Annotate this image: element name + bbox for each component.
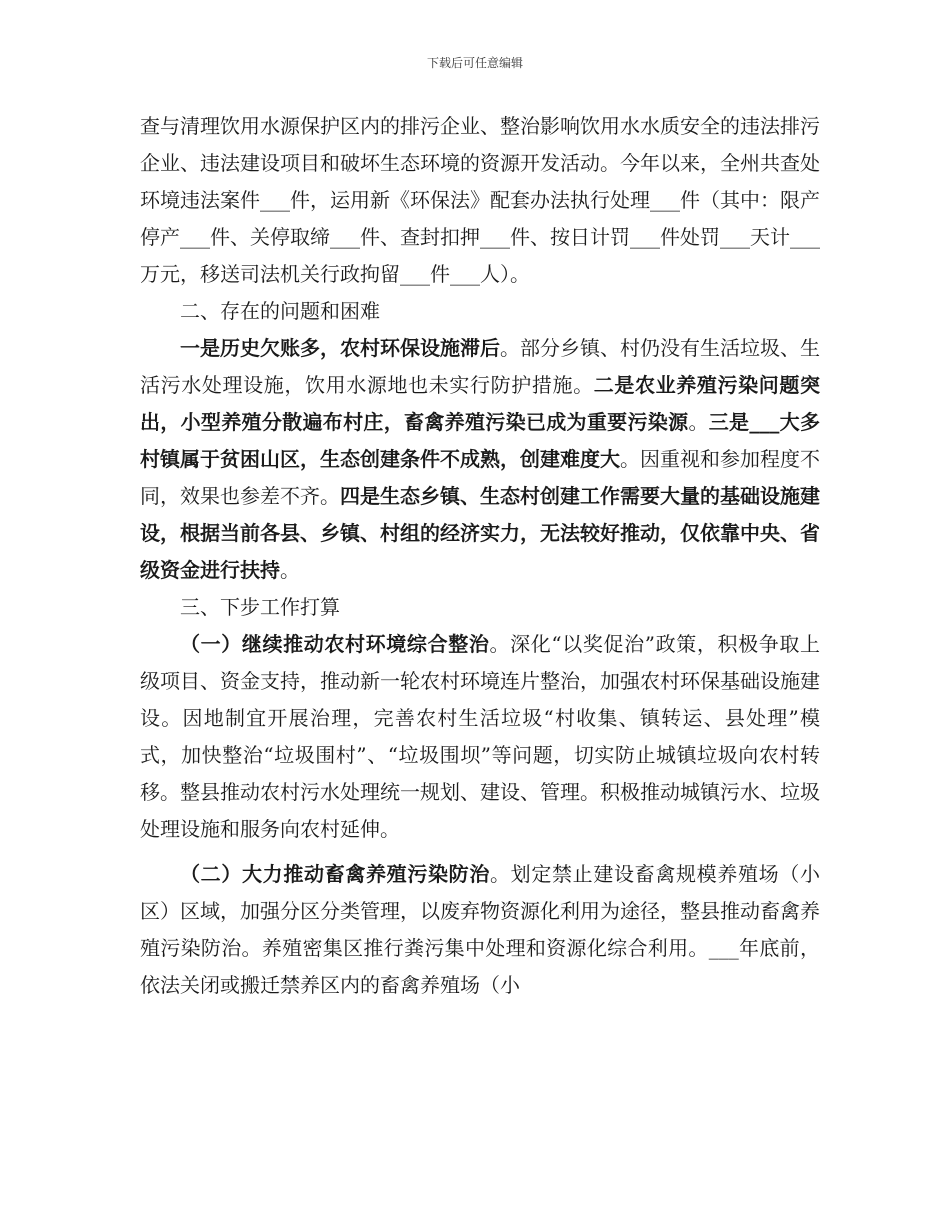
- problem-three-bold: 三是___大多村镇属于贫困山区，生态创建条件不成熟，创建难度大: [140, 410, 820, 471]
- problem-one-text: 。部分乡镇、村仍没有生活垃圾、生活污水处理设施，饮用水源地也未实行防护措施。: [140, 336, 820, 397]
- livestock-pollution-lead: （二）大力推动畜禽养殖污染防治: [180, 862, 490, 886]
- page-header: 下载后可任意编辑: [426, 56, 523, 70]
- problem-four-bold: 四是生态乡镇、生态村创建工作需要大量的基础设施建设，根据当前各县、乡镇、村组的经济实力，无法较好推动，仅依靠中央、省级资金进行扶持: [140, 484, 820, 582]
- rural-environment-body: 。深化“以奖促治”政策，积极争取上级项目、资金支持，推动新一轮农村环境连片整治，加强农村环保基础设施建设。因地制宜开展治理，完善农村生活垃圾“村收集、镇转运、县处理”模式，加快整治“垃圾围村”、“垃圾围坝”等问题，切实防止城镇垃圾向农村转移。整县推动农村污水处理统一规划、建设、管理。积极推动城镇污水、垃圾处理设施和服务向农村延伸。: [140, 632, 821, 841]
- problem-two-punct: 。: [688, 410, 709, 434]
- paragraph-rural-environment: [140, 626, 820, 848]
- rural-environment-lead: （一）继续推动农村环境综合整治: [180, 632, 490, 656]
- document-body: [140, 108, 820, 1004]
- problem-four-punct: 。: [280, 558, 300, 582]
- section-heading-problems: 二、存在的问题和困难: [180, 299, 380, 323]
- problem-one-bold: 一是历史欠账多，农村环保设施滞后: [180, 336, 500, 360]
- section-heading-next-steps: 三、下步工作打算: [180, 595, 340, 619]
- paragraph-problems: [140, 330, 820, 589]
- paragraph-livestock-pollution: [140, 856, 820, 1004]
- livestock-pollution-body: 。划定禁止建设畜禽规模养殖场（小区）区域，加强分区分类管理，以废弃物资源化利用为途径，整县推动畜禽养殖污染防治。养殖密集区推行粪污集中处理和资源化综合利用。___年底前，依法关闭或搬迁禁养区内的畜禽养殖场（小: [140, 862, 820, 997]
- problem-three-text: 。因重视和参加程度不同，效果也参差不齐。: [140, 447, 820, 508]
- paragraph-enforcement: 查与清理饮用水源保护区内的排污企业、整治影响饮用水水质安全的违法排污企业、违法建设项目和破坏生态环境的资源开发活动。今年以来，全州共查处环境违法案件___件，运用新《环保法》配套办法执行处理___件（其中：限产停产___件、关停取缔___件、查封扣押___件、按日计罚___件处罚___天计___万元，移送司法机关行政拘留___件___人）。: [140, 114, 820, 286]
- problem-two-bold: 二是农业养殖污染问题突出，小型养殖分散遍布村庄，畜禽养殖污染已成为重要污染源: [140, 373, 820, 434]
